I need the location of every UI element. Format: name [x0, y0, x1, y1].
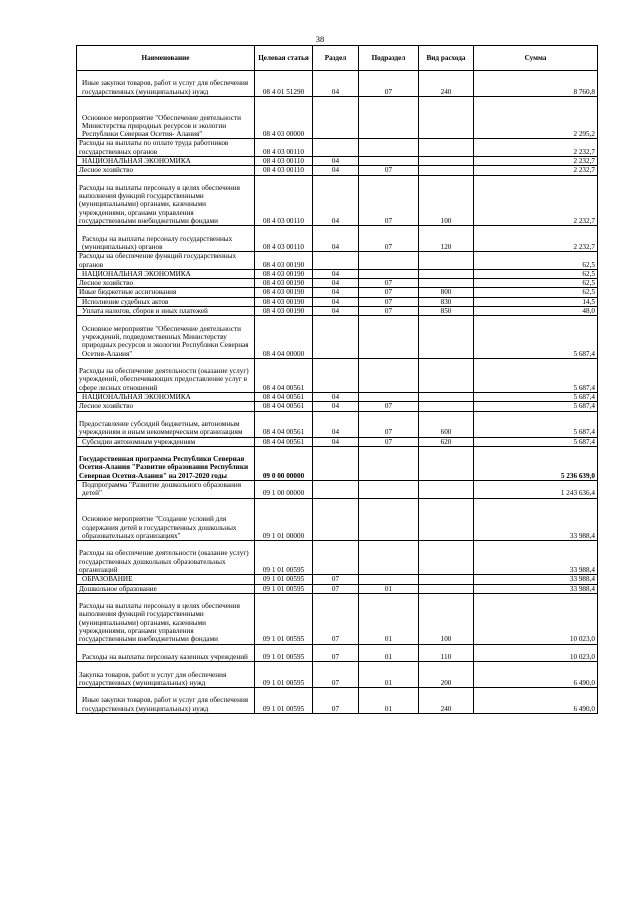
cell-sum: 5 687,4	[474, 437, 598, 446]
cell-code: 09 1 01 00595	[255, 644, 313, 662]
cell-expense: 200	[419, 662, 474, 688]
cell-code: 08 4 04 00000	[255, 316, 313, 359]
cell-expense	[419, 252, 474, 270]
cell-expense: 110	[419, 644, 474, 662]
cell-name: Иные закупки товаров, работ и услуг для обеспечения государственных (муниципальных) нужд	[77, 688, 255, 714]
cell-sum: 5 687,4	[474, 358, 598, 392]
cell-subsection	[359, 316, 419, 359]
cell-expense	[419, 358, 474, 392]
cell-sum: 33 988,4	[474, 575, 598, 584]
cell-section	[313, 481, 359, 499]
cell-expense: 600	[419, 411, 474, 437]
cell-section: 04	[313, 71, 359, 97]
cell-subsection	[359, 269, 419, 278]
table-row	[77, 288, 598, 297]
cell-expense	[419, 156, 474, 165]
cell-subsection	[359, 446, 419, 480]
cell-expense	[419, 166, 474, 175]
cell-code: 08 4 04 00561	[255, 411, 313, 437]
cell-section: 07	[313, 575, 359, 584]
cell-subsection: 07	[359, 297, 419, 306]
table-row	[77, 269, 598, 278]
cell-code: 08 4 03 00110	[255, 166, 313, 175]
table-row	[77, 644, 598, 662]
cell-section: 07	[313, 593, 359, 644]
table-row	[77, 593, 598, 644]
cell-expense: 100	[419, 175, 474, 226]
cell-sum: 2 232,7	[474, 226, 598, 252]
cell-section: 07	[313, 688, 359, 714]
cell-expense: 240	[419, 688, 474, 714]
cell-name: Дошкольное образование	[77, 584, 255, 593]
cell-section	[313, 498, 359, 541]
cell-expense	[419, 96, 474, 139]
cell-sum: 5 236 639,0	[474, 446, 598, 480]
table-row	[77, 316, 598, 359]
cell-section	[313, 316, 359, 359]
cell-sum: 2 232,7	[474, 139, 598, 157]
cell-code: 09 1 01 00595	[255, 541, 313, 575]
cell-name: Уплата налогов, сборов и иных платежей	[77, 307, 255, 316]
cell-section: 04	[313, 279, 359, 288]
cell-section: 07	[313, 584, 359, 593]
cell-sum: 33 988,4	[474, 584, 598, 593]
cell-sum: 6 490,0	[474, 688, 598, 714]
cell-section: 04	[313, 288, 359, 297]
cell-expense: 120	[419, 226, 474, 252]
cell-code: 08 4 01 51290	[255, 71, 313, 97]
cell-name: Иные закупки товаров, работ и услуг для обеспечения государственных (муниципальных) нужд	[77, 71, 255, 97]
cell-sum: 10 023,0	[474, 644, 598, 662]
cell-section: 04	[313, 393, 359, 402]
table-row	[77, 71, 598, 97]
cell-name: Основное мероприятие "Обеспечение деятельности Министерства природных ресурсов и экологии Республики Северная Осетия- Алания"	[77, 96, 255, 139]
cell-expense	[419, 541, 474, 575]
cell-subsection	[359, 481, 419, 499]
cell-sum: 5 687,4	[474, 402, 598, 411]
table-row	[77, 437, 598, 446]
table-row	[77, 226, 598, 252]
cell-subsection	[359, 252, 419, 270]
cell-name: Лесное хозяйство	[77, 402, 255, 411]
cell-subsection: 07	[359, 226, 419, 252]
cell-expense: 620	[419, 437, 474, 446]
cell-sum: 62,5	[474, 288, 598, 297]
cell-subsection: 07	[359, 402, 419, 411]
cell-name: Расходы на выплаты по оплате труда работников государственных органов	[77, 139, 255, 157]
table-row	[77, 139, 598, 157]
cell-code: 08 4 03 00110	[255, 226, 313, 252]
column-header-subsection: Подраздел	[359, 46, 419, 71]
cell-subsection	[359, 541, 419, 575]
cell-sum: 6 490,0	[474, 662, 598, 688]
budget-table	[76, 45, 598, 714]
cell-subsection	[359, 156, 419, 165]
cell-name: Субсидии автономным учреждениям	[77, 437, 255, 446]
cell-subsection: 07	[359, 437, 419, 446]
cell-sum: 2 295,2	[474, 96, 598, 139]
cell-sum: 14,5	[474, 297, 598, 306]
column-header-expense: Вид расхода	[419, 46, 474, 71]
table-header-row	[77, 46, 598, 71]
cell-subsection: 07	[359, 288, 419, 297]
cell-subsection: 01	[359, 593, 419, 644]
table-row	[77, 575, 598, 584]
table-row	[77, 411, 598, 437]
cell-name: Основное мероприятие "Создание условий для содержания детей в государственных дошкольных образовательных организациях"	[77, 498, 255, 541]
cell-expense: 830	[419, 297, 474, 306]
cell-code: 09 1 01 00595	[255, 662, 313, 688]
cell-expense	[419, 139, 474, 157]
cell-code: 08 4 03 00190	[255, 252, 313, 270]
cell-section: 04	[313, 226, 359, 252]
cell-section: 04	[313, 269, 359, 278]
cell-name: Расходы на обеспечение функций государственных органов	[77, 252, 255, 270]
cell-expense	[419, 316, 474, 359]
cell-subsection	[359, 575, 419, 584]
cell-code: 08 4 03 00110	[255, 139, 313, 157]
cell-expense: 850	[419, 307, 474, 316]
cell-name: ОБРАЗОВАНИЕ	[77, 575, 255, 584]
cell-name: Подпрограмма "Развитие дошкольного образования детей"	[77, 481, 255, 499]
cell-sum: 5 687,4	[474, 393, 598, 402]
cell-name: Иные бюджетные ассигнования	[77, 288, 255, 297]
cell-section: 04	[313, 411, 359, 437]
table-row	[77, 358, 598, 392]
cell-section	[313, 446, 359, 480]
cell-section: 04	[313, 402, 359, 411]
cell-code: 08 4 03 00110	[255, 175, 313, 226]
cell-subsection	[359, 139, 419, 157]
cell-code: 08 4 04 00561	[255, 402, 313, 411]
cell-sum: 8 760,8	[474, 71, 598, 97]
cell-section: 04	[313, 166, 359, 175]
cell-name: Расходы на выплаты персоналу в целях обеспечения выполнения функций государственными (муниципальными) органами, казенными учреждениями, органами управления государственными внебюджетными фондами	[77, 175, 255, 226]
cell-subsection: 07	[359, 307, 419, 316]
table-row	[77, 662, 598, 688]
column-header-section: Раздел	[313, 46, 359, 71]
page-number: 38	[315, 34, 325, 44]
cell-code: 08 4 03 00000	[255, 96, 313, 139]
cell-sum: 62,5	[474, 252, 598, 270]
cell-name: Государственная программа Республики Северная Осетия-Алания "Развитие образования Республики Северная Осетия-Алания" на 2017-2020 годы	[77, 446, 255, 480]
column-header-sum: Сумма	[474, 46, 598, 71]
cell-sum: 5 687,4	[474, 411, 598, 437]
cell-subsection: 01	[359, 662, 419, 688]
cell-sum: 5 687,4	[474, 316, 598, 359]
table-row	[77, 446, 598, 480]
table-row	[77, 498, 598, 541]
column-header-code: Целевая статья	[255, 46, 313, 71]
cell-section	[313, 541, 359, 575]
cell-subsection	[359, 498, 419, 541]
cell-subsection: 07	[359, 71, 419, 97]
cell-subsection	[359, 358, 419, 392]
cell-code: 08 4 03 00190	[255, 279, 313, 288]
cell-expense: 240	[419, 71, 474, 97]
cell-sum: 33 988,4	[474, 541, 598, 575]
cell-code: 09 1 00 00000	[255, 481, 313, 499]
table-row	[77, 252, 598, 270]
cell-sum: 48,0	[474, 307, 598, 316]
cell-subsection: 01	[359, 644, 419, 662]
cell-name: Расходы на выплаты персоналу государственных (муниципальных) органов	[77, 226, 255, 252]
cell-code: 09 1 01 00595	[255, 688, 313, 714]
cell-subsection: 07	[359, 411, 419, 437]
cell-sum: 10 023,0	[474, 593, 598, 644]
cell-subsection: 07	[359, 175, 419, 226]
cell-code: 08 4 04 00561	[255, 437, 313, 446]
table-row	[77, 481, 598, 499]
cell-section: 04	[313, 297, 359, 306]
cell-section	[313, 139, 359, 157]
cell-subsection: 07	[359, 279, 419, 288]
cell-expense	[419, 584, 474, 593]
cell-expense: 800	[419, 288, 474, 297]
table-row	[77, 156, 598, 165]
cell-section: 04	[313, 437, 359, 446]
cell-code: 08 4 04 00561	[255, 358, 313, 392]
cell-expense	[419, 402, 474, 411]
cell-section	[313, 358, 359, 392]
column-header-name: Наименование	[77, 46, 255, 71]
cell-name: Основное мероприятие "Обеспечение деятельности учреждений, подведомственных Министерству природных ресурсов и экологии Республики Северная Осетия-Алания"	[77, 316, 255, 359]
cell-sum: 62,5	[474, 279, 598, 288]
cell-section: 07	[313, 662, 359, 688]
cell-subsection: 01	[359, 688, 419, 714]
cell-subsection: 07	[359, 166, 419, 175]
cell-section	[313, 252, 359, 270]
cell-sum: 2 232,7	[474, 156, 598, 165]
cell-sum: 2 232,7	[474, 175, 598, 226]
cell-name: Лесное хозяйство	[77, 279, 255, 288]
cell-name: НАЦИОНАЛЬНАЯ ЭКОНОМИКА	[77, 393, 255, 402]
table-row	[77, 541, 598, 575]
table-row	[77, 307, 598, 316]
cell-code: 09 0 00 00000	[255, 446, 313, 480]
cell-name: Предоставление субсидий бюджетным, автономным учреждениям и иным некоммерческим организациям	[77, 411, 255, 437]
cell-code: 08 4 03 00190	[255, 297, 313, 306]
cell-name: Закупка товаров, работ и услуг для обеспечения государственных (муниципальных) нужд	[77, 662, 255, 688]
table-row	[77, 96, 598, 139]
table-row	[77, 279, 598, 288]
cell-name: Расходы на обеспечение деятельности (оказание услуг) учреждений, обеспечивающих предоставление услуг в сфере лесных отношений	[77, 358, 255, 392]
cell-code: 08 4 03 00190	[255, 288, 313, 297]
cell-name: Расходы на выплаты персоналу в целях обеспечения выполнения функций государственными (муниципальными) органами, казенными учреждениями, органами управления государственными внебюджетными фондами	[77, 593, 255, 644]
cell-expense	[419, 393, 474, 402]
cell-expense	[419, 575, 474, 584]
cell-name: НАЦИОНАЛЬНАЯ ЭКОНОМИКА	[77, 156, 255, 165]
cell-section: 04	[313, 156, 359, 165]
cell-code: 08 4 04 00561	[255, 393, 313, 402]
cell-code: 08 4 03 00110	[255, 156, 313, 165]
cell-code: 09 1 01 00595	[255, 593, 313, 644]
cell-sum: 1 243 636,4	[474, 481, 598, 499]
cell-section	[313, 96, 359, 139]
table-row	[77, 166, 598, 175]
table-row	[77, 175, 598, 226]
cell-subsection: 01	[359, 584, 419, 593]
cell-code: 09 1 01 00595	[255, 584, 313, 593]
table-row	[77, 297, 598, 306]
cell-subsection	[359, 96, 419, 139]
cell-expense	[419, 481, 474, 499]
cell-code: 09 1 01 00000	[255, 498, 313, 541]
cell-section: 04	[313, 175, 359, 226]
table-row	[77, 393, 598, 402]
table-body	[77, 71, 598, 714]
cell-name: Расходы на выплаты персоналу казенных учреждений	[77, 644, 255, 662]
cell-code: 09 1 01 00595	[255, 575, 313, 584]
cell-sum: 2 232,7	[474, 166, 598, 175]
cell-name: Расходы на обеспечение деятельности (оказание услуг) государственных дошкольных образовательных организаций	[77, 541, 255, 575]
cell-section: 04	[313, 307, 359, 316]
cell-subsection	[359, 393, 419, 402]
cell-section: 07	[313, 644, 359, 662]
cell-expense	[419, 446, 474, 480]
cell-name: Исполнение судебных актов	[77, 297, 255, 306]
cell-name: Лесное хозяйство	[77, 166, 255, 175]
table-row	[77, 402, 598, 411]
cell-expense: 100	[419, 593, 474, 644]
table-row	[77, 584, 598, 593]
table-row	[77, 688, 598, 714]
cell-sum: 62,5	[474, 269, 598, 278]
cell-name: НАЦИОНАЛЬНАЯ ЭКОНОМИКА	[77, 269, 255, 278]
cell-sum: 33 988,4	[474, 498, 598, 541]
cell-code: 08 4 03 00190	[255, 307, 313, 316]
cell-code: 08 4 03 00190	[255, 269, 313, 278]
cell-expense	[419, 279, 474, 288]
cell-expense	[419, 498, 474, 541]
cell-expense	[419, 269, 474, 278]
